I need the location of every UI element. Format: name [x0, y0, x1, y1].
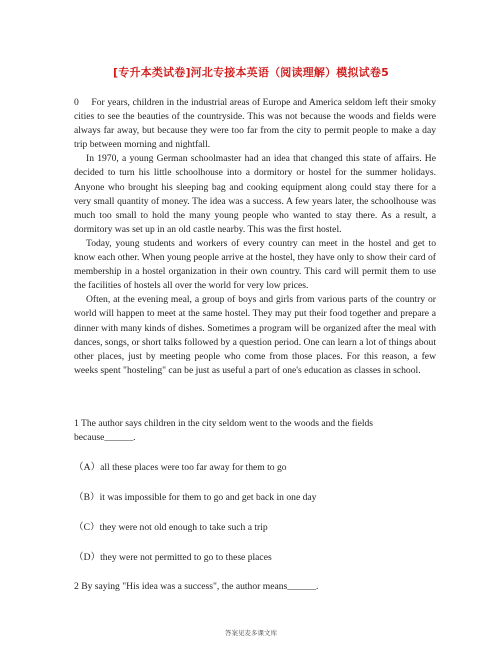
question-1-stem: 1 The author says children in the city seldom went to the woods and the fields because______. [74, 418, 374, 443]
page-footer: 答案见麦多课文库 [225, 629, 277, 637]
question-2-stem: 2 By saying "His idea was a success", the author means______. [74, 581, 319, 592]
passage-paragraph-4: Often, at the evening meal, a group of boys and girls from various parts of the country or world will happen to meet at the same hostel. They may put their food together and prepare a dinner with many kinds of dishes. Sometimes a program will be organized after the meal with dances, songs, or short talks followed by a question period. One can learn a lot of things about other places, just by meeting people who come from those places. For this reason, a few weeks spent "hosteling" can be just as useful a part of one's education as classes in school. [74, 294, 436, 376]
question-1-option-c: （C）they were not old enough to take such a trip [74, 522, 268, 533]
question-1-option-a: （A）all these places were too far away for them to go [74, 462, 287, 473]
question-1-option-d: （D）they were not permitted to go to these places [74, 552, 272, 563]
passage-paragraph-3: Today, young students and workers of every country can meet in the hostel and get to know each other. When young people arrive at the hostel, they have only to show their card of membership in a hostel organization in their own country. This card will permit them to use the facilities of hostels all over the world for very low prices. [74, 237, 436, 292]
question-1-option-b: （B）it was impossible for them to go and get back in one day [74, 492, 317, 503]
passage-paragraph-2: In 1970, a young German schoolmaster had an idea that changed this state of affairs. He decided to turn his little schoolhouse into a dormitory or hostel for the summer holidays. Anyone who brought his sleeping bag and cooking equipment along could stay there for a very small quantity of money. The idea was a success. A few years later, the schoolhouse was much too small to hold the many young people who wanted to stay there. As a result, a dormitory was set up in an old castle nearby. This was the first hostel. [74, 153, 436, 235]
passage-paragraph-1: 0 For years, children in the industrial areas of Europe and America seldom left their smoky cities to see the beauties of the countryside. This was not because the woods and fields were always far away, but because they were too far from the city to permit people to make a day trip between morning and nightfall. [74, 97, 436, 151]
document-title: [专升本类试卷]河北专接本英语（阅读理解）模拟试卷5 [113, 66, 389, 79]
reading-passage [74, 96, 436, 378]
